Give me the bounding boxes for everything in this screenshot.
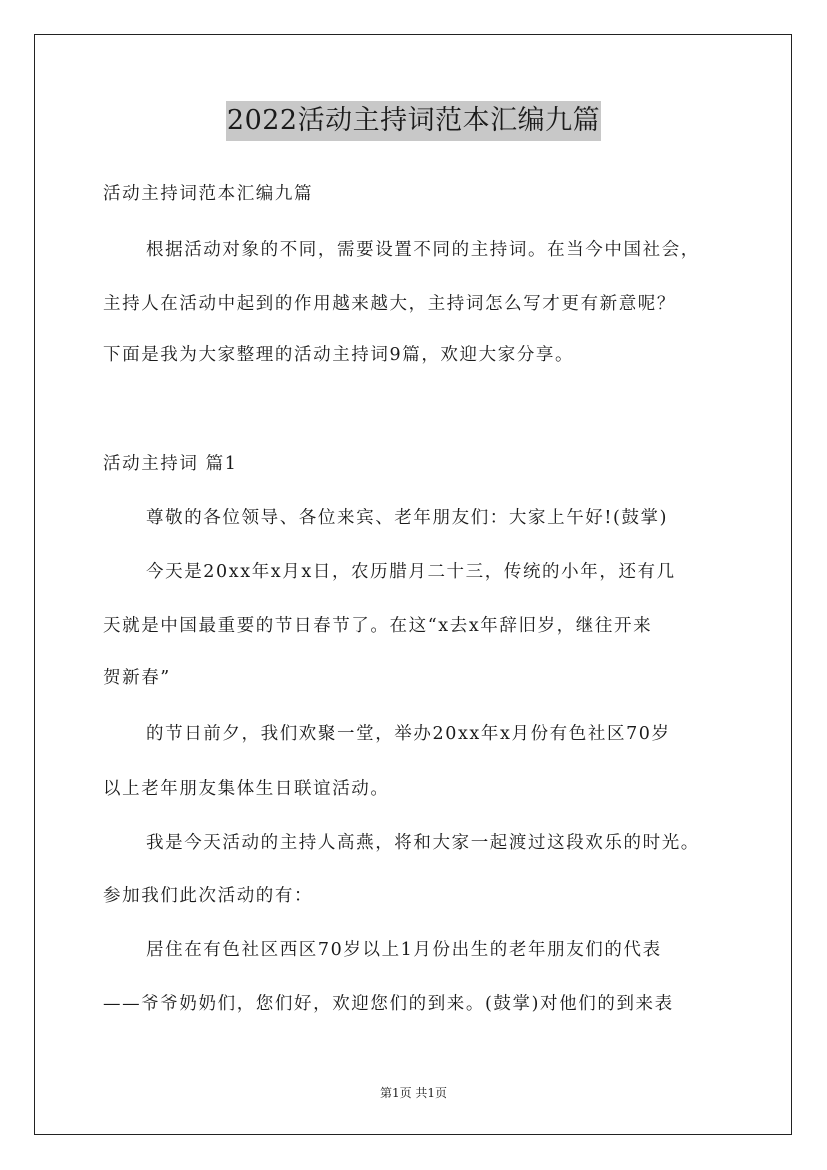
paragraph-line: 尊敬的各位领导、各位来宾、老年朋友们：大家上午好!(鼓掌) xyxy=(146,508,669,528)
paragraph-line: 贺新春” xyxy=(103,668,171,688)
document-title-wrap xyxy=(0,101,827,141)
paragraph-line: 参加我们此次活动的有： xyxy=(103,886,314,906)
paragraph-line: ——爷爷奶奶们，您们好，欢迎您们的到来。(鼓掌)对他们的到来表 xyxy=(103,994,674,1014)
paragraph-line: 以上老年朋友集体生日联谊活动。 xyxy=(103,779,390,799)
paragraph-line: 根据活动对象的不同，需要设置不同的主持词。在当今中国社会， xyxy=(146,240,700,260)
paragraph-line: 的节日前夕，我们欢聚一堂，举办20xx年x月份有色社区70岁 xyxy=(146,724,671,744)
paragraph-line: 居住在有色社区西区70岁以上1月份出生的老年朋友们的代表 xyxy=(146,940,662,960)
paragraph-line: 主持人在活动中起到的作用越来越大，主持词怎么写才更有新意呢？ xyxy=(103,294,676,314)
subtitle: 活动主持词范本汇编九篇 xyxy=(103,184,314,204)
page-footer: 第1页 共1页 xyxy=(379,1086,448,1100)
paragraph-line: 我是今天活动的主持人高燕，将和大家一起渡过这段欢乐的时光。 xyxy=(146,833,700,853)
paragraph-line: 下面是我为大家整理的活动主持词9篇，欢迎大家分享。 xyxy=(103,345,575,365)
document-title: 2022活动主持词范本汇编九篇 xyxy=(226,101,601,141)
section-heading: 活动主持词 篇1 xyxy=(103,454,238,474)
paragraph-line: 今天是20xx年x月x日，农历腊月二十三，传统的小年，还有几 xyxy=(146,562,676,582)
paragraph-line: 天就是中国最重要的节日春节了。在这“x去x年辞旧岁，继往开来 xyxy=(103,616,653,636)
